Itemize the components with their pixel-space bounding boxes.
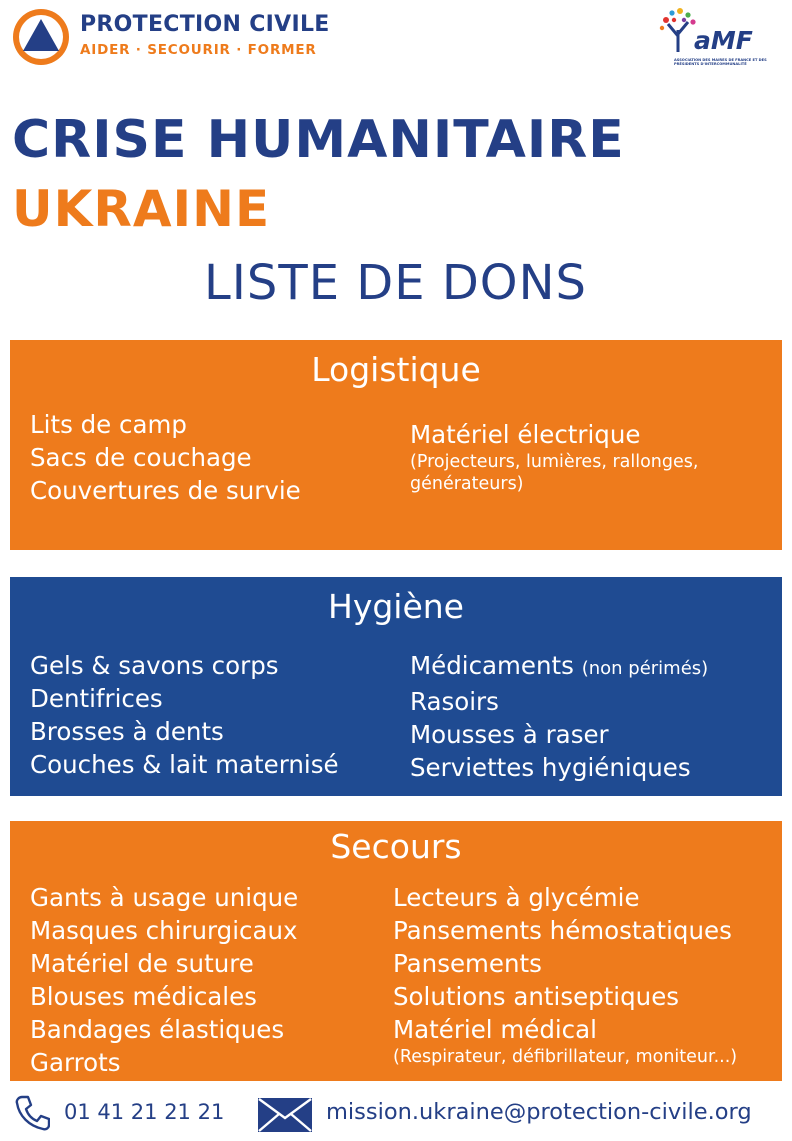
logistique-right-list xyxy=(410,418,698,495)
section-heading: Hygiène xyxy=(328,587,464,626)
title-crise-humanitaire: CRISE HUMANITAIRE xyxy=(12,110,625,170)
list-item xyxy=(410,649,708,685)
list-item-note: générateurs) xyxy=(410,474,524,494)
list-item: Blouses médicales xyxy=(30,982,257,1011)
protection-civile-emblem-icon xyxy=(12,8,70,66)
list-item: Couvertures de survie xyxy=(30,476,301,505)
amf-wordmark: aMF xyxy=(694,26,753,55)
section-logistique xyxy=(10,340,782,550)
list-item: Pansements xyxy=(393,949,542,978)
list-item: Couches & lait maternisé xyxy=(30,750,339,779)
list-item: Lits de camp xyxy=(30,410,187,439)
list-item: Bandages élastiques xyxy=(30,1015,285,1044)
list-item: Sacs de couchage xyxy=(30,443,252,472)
list-item-label: Médicaments xyxy=(410,651,574,680)
list-item-note: (Respirateur, défibrillateur, moniteur...) xyxy=(393,1047,738,1067)
list-item-note: (Projecteurs, lumières, rallonges, xyxy=(410,452,699,472)
mail-icon xyxy=(257,1096,313,1134)
list-item: Matériel de suture xyxy=(30,949,254,978)
list-item-note: (non périmés) xyxy=(581,658,709,679)
phone-icon xyxy=(14,1094,50,1132)
list-item: Serviettes hygiéniques xyxy=(410,753,691,782)
list-item: Rasoirs xyxy=(410,687,499,716)
list-item: Gants à usage unique xyxy=(30,883,299,912)
section-secours xyxy=(10,821,782,1081)
section-hygiene xyxy=(10,577,782,796)
list-item: Masques chirurgicaux xyxy=(30,916,298,945)
section-heading: Logistique xyxy=(311,350,481,389)
list-item: Gels & savons corps xyxy=(30,651,279,680)
title-liste-de-dons: LISTE DE DONS xyxy=(204,255,587,311)
list-item: Matériel médical xyxy=(393,1015,597,1044)
list-item: Brosses à dents xyxy=(30,717,224,746)
list-item: Mousses à raser xyxy=(410,720,609,749)
org-tagline: AIDER · SECOURIR · FORMER xyxy=(80,42,317,58)
protection-civile-logo xyxy=(12,8,342,68)
amf-logo xyxy=(658,6,782,72)
org-name: PROTECTION CIVILE xyxy=(80,12,330,37)
list-item: Solutions antiseptiques xyxy=(393,982,680,1011)
contact-phone[interactable]: 01 41 21 21 21 xyxy=(64,1100,225,1124)
title-ukraine: UKRAINE xyxy=(12,180,271,238)
list-item: Garrots xyxy=(30,1048,121,1077)
list-item: Dentifrices xyxy=(30,684,163,713)
amf-subtitle: ASSOCIATION DES MAIRES DE FRANCE ET DES PRÉSIDENTS D'INTERCOMMUNALITÉ xyxy=(674,58,767,67)
hygiene-right-list xyxy=(410,649,708,784)
secours-left-list xyxy=(30,881,298,1079)
list-item: Lecteurs à glycémie xyxy=(393,883,640,912)
contact-email[interactable]: mission.ukraine@protection-civile.org xyxy=(326,1099,752,1125)
secours-right-list xyxy=(393,881,737,1068)
hygiene-left-list xyxy=(30,649,339,781)
list-item: Pansements hémostatiques xyxy=(393,916,732,945)
section-heading: Secours xyxy=(330,827,462,866)
list-item: Matériel électrique xyxy=(410,420,641,449)
logistique-left-list xyxy=(30,408,301,507)
